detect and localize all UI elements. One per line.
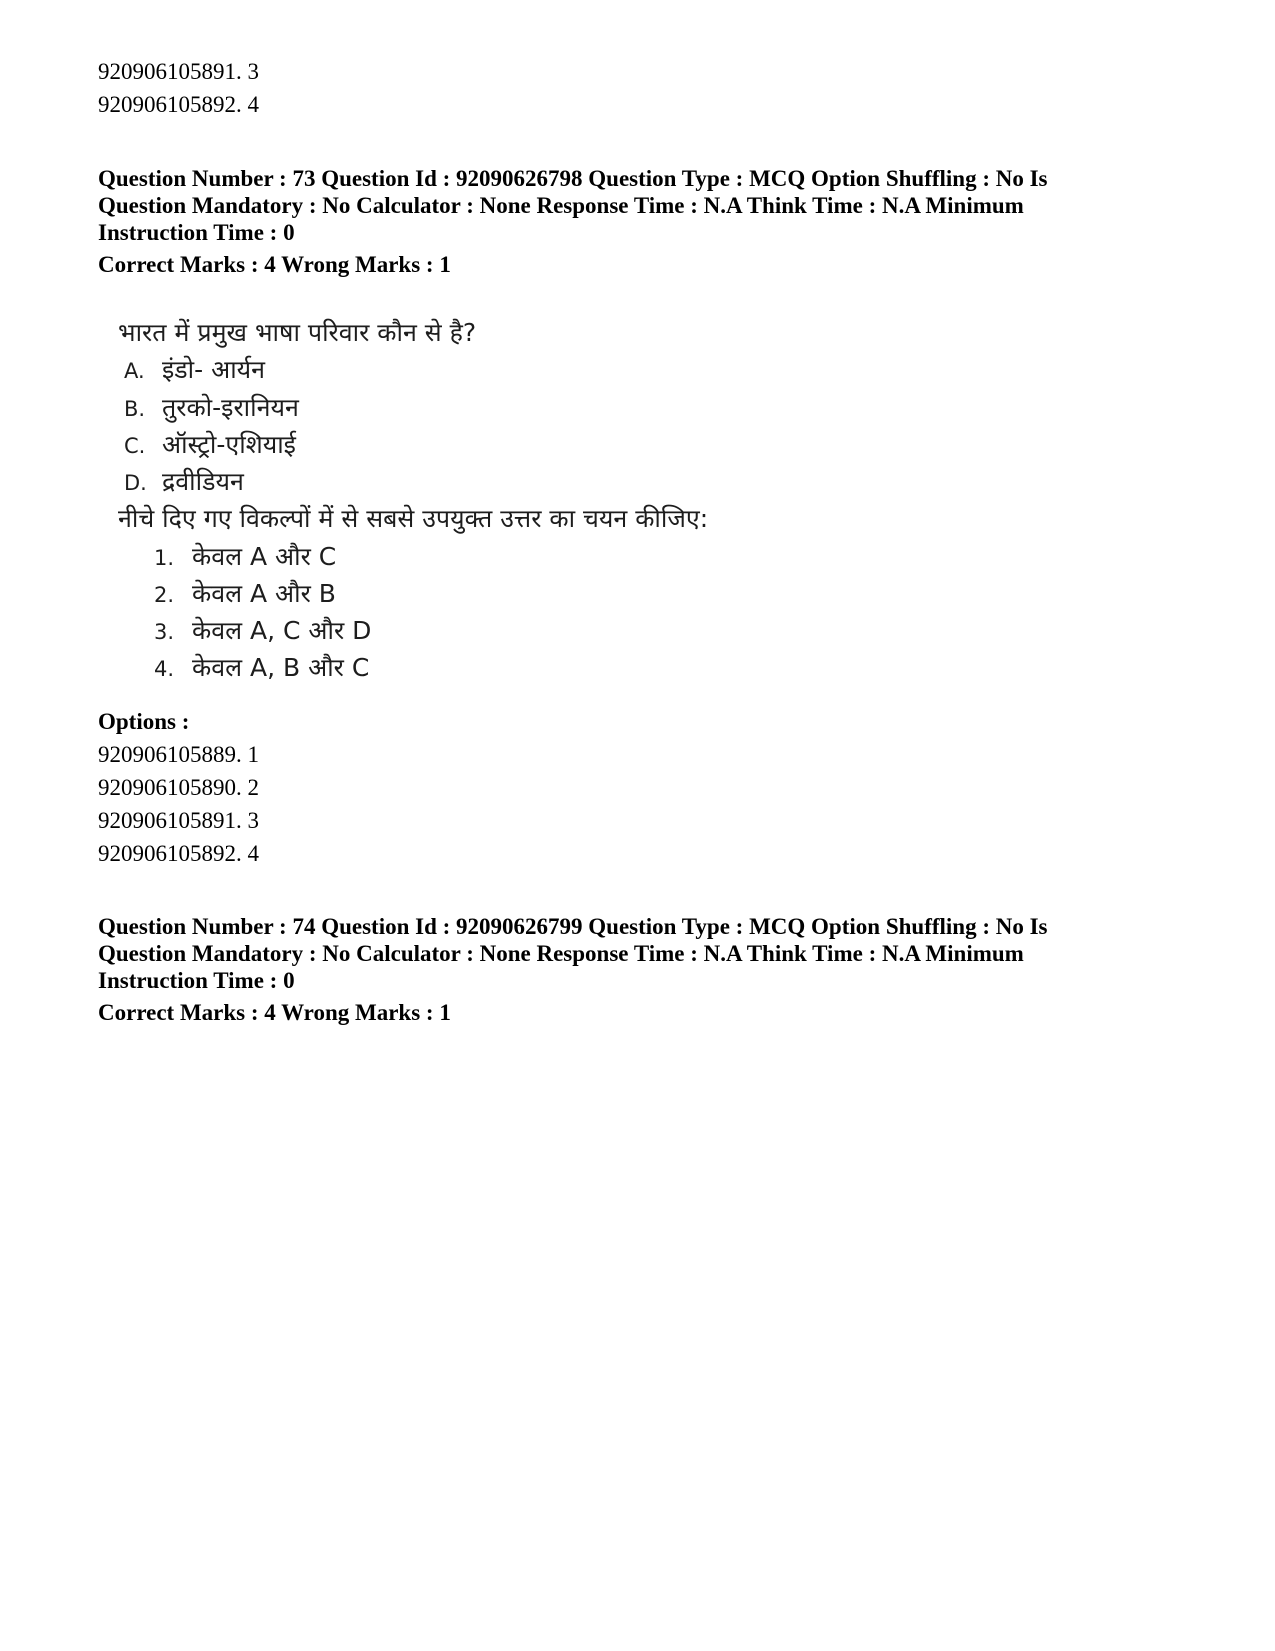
q74-header-line-3: Instruction Time : 0 xyxy=(98,968,295,993)
q73-option-2: 920906105890. 2 xyxy=(98,775,259,800)
statement-label: D. xyxy=(124,471,147,495)
q73-option-4: 920906105892. 4 xyxy=(98,841,259,866)
q74-header-line-2: Question Mandatory : No Calculator : None Response Time : N.A Think Time : N.A Minimum xyxy=(98,941,1024,966)
choice-label: 4. xyxy=(154,657,175,681)
q73-option-1: 920906105889. 1 xyxy=(98,742,259,767)
statement-text: द्रवीडियन xyxy=(162,467,244,496)
choice-text: केवल A, B और C xyxy=(192,653,370,682)
q73-option-3: 920906105891. 3 xyxy=(98,808,259,833)
choice-text: केवल A और B xyxy=(192,579,336,608)
choice-label: 3. xyxy=(154,620,175,644)
q74-header-line-1: Question Number : 74 Question Id : 92090626799 Question Type : MCQ Option Shuffling : No Is xyxy=(98,914,1048,939)
q73-statement-a xyxy=(124,355,265,386)
q73-marks: Correct Marks : 4 Wrong Marks : 1 xyxy=(98,252,451,277)
q73-question-text: भारत में प्रमुख भाषा परिवार कौन से है? xyxy=(118,318,477,347)
statement-text: तुरको-इरानियन xyxy=(162,393,299,422)
q73-choice-4 xyxy=(154,653,369,684)
q73-choice-3 xyxy=(154,616,371,647)
choice-label: 1. xyxy=(154,546,175,570)
q73-header-line-1: Question Number : 73 Question Id : 92090626798 Question Type : MCQ Option Shuffling : No Is xyxy=(98,166,1048,191)
previous-option-4: 920906105892. 4 xyxy=(98,92,259,117)
choice-text: केवल A, C और D xyxy=(192,616,372,645)
q73-instruction: नीचे दिए गए विकल्पों में से सबसे उपयुक्त उत्तर का चयन कीजिए: xyxy=(118,504,709,533)
q73-statement-b xyxy=(124,393,299,424)
statement-label: C. xyxy=(124,434,146,458)
q73-choice-1 xyxy=(154,542,336,573)
previous-option-3: 920906105891. 3 xyxy=(98,59,259,84)
q73-header-line-3: Instruction Time : 0 xyxy=(98,220,295,245)
q73-header-line-2: Question Mandatory : No Calculator : None Response Time : N.A Think Time : N.A Minimum xyxy=(98,193,1024,218)
q74-marks: Correct Marks : 4 Wrong Marks : 1 xyxy=(98,1000,451,1025)
q73-question-image xyxy=(118,318,758,708)
statement-text: ऑस्ट्रो-एशियाई xyxy=(162,430,296,459)
statement-label: B. xyxy=(124,397,146,421)
statement-label: A. xyxy=(124,359,145,383)
q73-statement-c xyxy=(124,430,296,461)
q73-choice-2 xyxy=(154,579,336,610)
q73-options-heading: Options : xyxy=(98,709,190,734)
choice-text: केवल A और C xyxy=(192,542,337,571)
choice-label: 2. xyxy=(154,583,175,607)
statement-text: इंडो- आर्यन xyxy=(162,355,266,384)
q73-statement-d xyxy=(124,467,244,498)
